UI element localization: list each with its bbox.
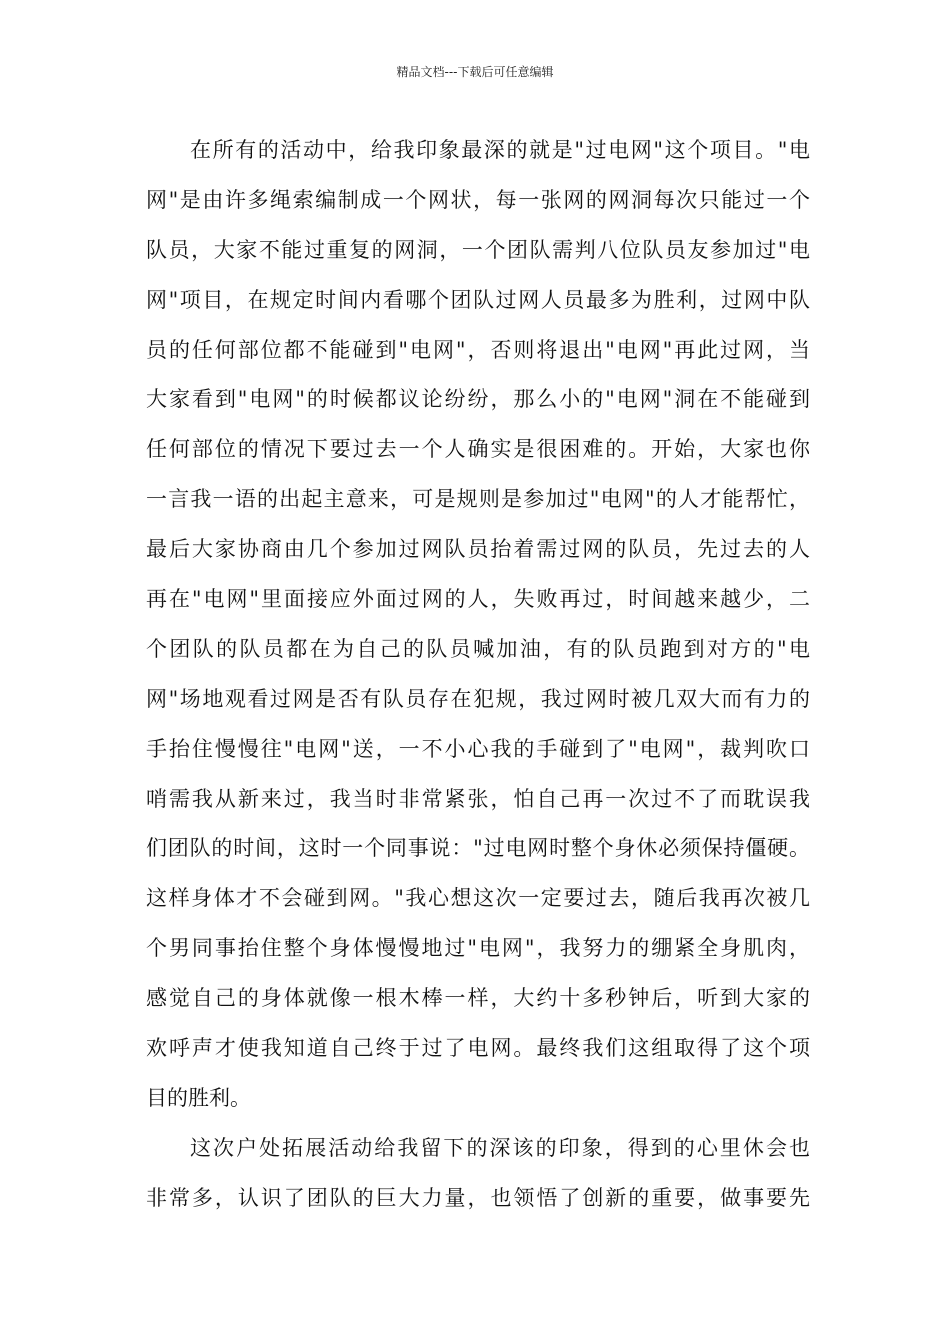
text-line: 网"是由许多绳索编制成一个网状，每一张网的网洞每次只能过一个: [146, 187, 810, 212]
text-line: 网"项目，在规定时间内看哪个团队过网人员最多为胜利，过网中队: [146, 287, 810, 312]
text-line: 手抬住慢慢往"电网"送，一不小心我的手碰到了"电网"，裁判吹口: [146, 736, 810, 761]
page-header: 精品文档---下载后可任意编辑: [396, 65, 554, 79]
text-line: 再在"电网"里面接应外面过网的人，失败再过，时间越来越少，二: [146, 587, 810, 612]
text-line: 非常多，认识了团队的巨大力量，也领悟了创新的重要，做事要先: [146, 1185, 810, 1210]
text-line: 最后大家协商由几个参加过网队员抬着需过网的队员，先过去的人: [146, 537, 810, 562]
text-line: 目的胜利。: [146, 1085, 251, 1110]
text-line: 感觉自己的身体就像一根木棒一样，大约十多秒钟后，听到大家的: [146, 986, 810, 1011]
text-line: 欢呼声才使我知道自己终于过了电网。最终我们这组取得了这个项: [146, 1036, 810, 1061]
text-line: 哨需我从新来过，我当时非常紧张，怕自己再一次过不了而耽误我: [146, 786, 810, 811]
text-line: 们团队的时间，这时一个同事说："过电网时整个身休必须保持僵硬。: [146, 836, 810, 861]
text-line: 大家看到"电网"的时候都议论纷纷，那么小的"电网"洞在不能碰到: [146, 387, 810, 412]
text-line: 在所有的活动中，给我印象最深的就是"过电网"这个项目。"电: [190, 138, 810, 162]
text-line: 员的任何部位都不能碰到"电网"，否则将退出"电网"再此过网，当: [146, 337, 810, 362]
text-line: 个团队的队员都在为自己的队员喊加油，有的队员跑到对方的"电: [146, 636, 810, 661]
text-line: 网"场地观看过网是否有队员存在犯规，我过网时被几双大而有力的: [146, 686, 810, 711]
text-line: 这样身体才不会碰到网。"我心想这次一定要过去，随后我再次被几: [146, 886, 810, 911]
text-line: 一言我一语的出起主意来，可是规则是参加过"电网"的人才能帮忙，: [146, 487, 810, 512]
paragraph-2: [146, 1124, 810, 1224]
paragraph-1: [146, 126, 810, 1124]
text-line: 这次户处拓展活动给我留下的深该的印象，得到的心里休会也: [190, 1135, 810, 1160]
text-line: 队员，大家不能过重复的网洞，一个团队需判八位队员友参加过"电: [146, 237, 810, 262]
text-line: 个男同事抬住整个身体慢慢地过"电网"，我努力的绷紧全身肌肉，: [146, 936, 810, 961]
document-body: [146, 126, 810, 1224]
text-line: 任何部位的情况下要过去一个人确实是很困难的。开始，大家也你: [146, 437, 810, 462]
